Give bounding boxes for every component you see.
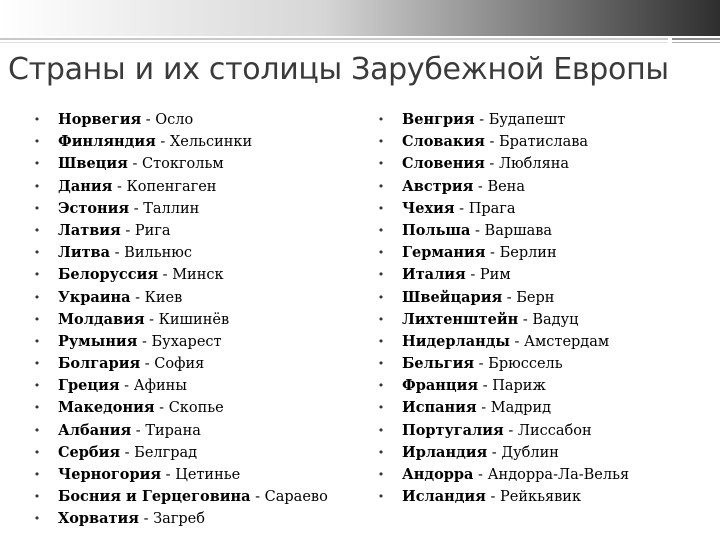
separator: - [110, 245, 125, 262]
bullet-icon: • [377, 113, 385, 126]
capital-name: Скопье [168, 400, 224, 417]
capital-name: Брюссель [488, 356, 563, 373]
list-item [376, 220, 706, 242]
country-name: Нидерланды [402, 332, 510, 350]
list-item [32, 464, 362, 486]
list-item [32, 375, 362, 397]
header-rule-accent [672, 38, 720, 40]
capital-name: Бухарест [151, 333, 222, 350]
separator: - [474, 112, 489, 128]
bullet-icon: • [377, 312, 385, 326]
country-name: Эстония [58, 199, 130, 217]
bullet-icon: • [33, 357, 41, 371]
country-name: Андорра [402, 466, 474, 483]
bullet-icon: • [377, 201, 385, 215]
capital-name: Мадрид [490, 400, 552, 417]
separator: - [502, 289, 517, 306]
list-item [32, 397, 362, 419]
country-name: Венгрия [402, 111, 475, 128]
header-rule [0, 38, 668, 40]
list-item [32, 264, 362, 286]
country-name: Испания [402, 399, 477, 417]
country-name: Исландия [402, 488, 486, 506]
separator: - [129, 200, 144, 217]
separator: - [140, 356, 155, 373]
separator: - [473, 178, 488, 195]
capital-name: Варшава [484, 222, 553, 239]
country-name: Германия [402, 244, 486, 262]
separator: - [474, 356, 489, 373]
country-name: Бельгия [402, 355, 475, 373]
separator: - [137, 333, 152, 350]
bullet-icon: • [377, 445, 385, 459]
bullet-icon: • [33, 401, 41, 415]
separator: - [138, 511, 154, 528]
list-item [32, 176, 362, 198]
country-name: Белоруссия [58, 266, 159, 284]
list-item [376, 109, 706, 131]
bullet-icon: • [377, 334, 385, 348]
separator: - [454, 200, 469, 217]
list-item [32, 353, 362, 375]
separator: - [476, 400, 491, 417]
capital-name: Рейкьявик [500, 489, 582, 506]
list-item [32, 109, 362, 131]
bullet-icon: • [33, 179, 41, 193]
bullet-icon: • [33, 290, 41, 304]
capital-name: София [154, 356, 205, 373]
country-name: Италия [402, 266, 466, 284]
country-name: Хорватия [58, 510, 139, 528]
separator: - [503, 422, 518, 439]
separator: - [144, 311, 159, 328]
country-name: Сербия [58, 443, 121, 461]
list-item [376, 153, 706, 175]
list-item [32, 486, 362, 508]
bullet-icon: • [377, 290, 385, 304]
bullet-icon: • [33, 135, 41, 149]
capital-name: Тирана [145, 422, 201, 439]
bullet-icon: • [377, 423, 385, 437]
capital-name: Хельсинки [169, 134, 253, 151]
list-item [376, 264, 706, 286]
capital-name: Амстердам [524, 333, 610, 350]
country-name: Босния и Герцеговина [58, 488, 251, 506]
capital-name: Будапешт [488, 112, 566, 128]
capital-name: Загреб [153, 511, 205, 528]
bullet-icon: • [33, 113, 41, 126]
list-item [376, 464, 706, 486]
list-item [376, 242, 706, 264]
list-item [376, 131, 706, 153]
separator: - [484, 134, 499, 151]
header-rule-thin-accent [672, 42, 720, 43]
bullet-icon: • [377, 157, 385, 171]
list-item [32, 331, 362, 353]
country-name: Латвия [58, 221, 121, 239]
list-item [32, 131, 362, 153]
country-name: Португалия [402, 421, 504, 439]
country-name: Украина [58, 288, 131, 306]
list-item [376, 353, 706, 375]
bullet-icon: • [33, 334, 41, 348]
bullet-icon: • [377, 223, 385, 237]
bullet-icon: • [33, 312, 41, 326]
list-item [32, 242, 362, 264]
separator: - [470, 222, 485, 239]
list-item [376, 176, 706, 198]
capital-name: Любляна [498, 156, 570, 173]
separator: - [119, 378, 134, 395]
list-item [32, 220, 362, 242]
capital-name: Берн [516, 289, 555, 306]
list-item [376, 442, 706, 464]
capital-name: Белград [134, 444, 198, 461]
separator: - [250, 489, 265, 506]
separator: - [154, 400, 169, 417]
bullet-icon: • [377, 468, 385, 481]
list-item [376, 375, 706, 397]
capital-name: Рим [479, 267, 511, 284]
separator: - [478, 378, 493, 395]
separator: - [127, 156, 142, 173]
bullet-icon: • [33, 157, 41, 171]
bullet-icon: • [33, 423, 41, 437]
country-name: Албания [58, 421, 132, 439]
separator: - [509, 333, 525, 350]
capital-name: Вильнюс [124, 245, 193, 262]
capital-name: Прага [468, 200, 516, 217]
header-rule-thin [0, 42, 668, 43]
country-name: Македония [58, 399, 155, 417]
separator: - [465, 267, 480, 284]
bullet-icon: • [33, 379, 41, 393]
capital-name: Афины [133, 378, 187, 395]
capital-name: Андорра-Ла-Велья [487, 467, 630, 483]
list-item [32, 309, 362, 331]
bullet-icon: • [33, 246, 41, 260]
country-name: Ирландия [402, 443, 488, 461]
separator: - [518, 311, 533, 328]
capital-name: Цетинье [175, 467, 241, 483]
list-item [376, 309, 706, 331]
separator: - [484, 156, 499, 173]
country-name: Лихтенштейн [402, 310, 519, 328]
list-item [32, 287, 362, 309]
list-item [32, 420, 362, 442]
separator: - [158, 267, 173, 284]
country-name: Швеция [58, 155, 128, 173]
bullet-icon: • [377, 268, 385, 282]
capital-name: Копенгаген [126, 178, 217, 195]
country-name: Австрия [402, 177, 474, 195]
separator: - [141, 112, 156, 128]
separator: - [130, 289, 145, 306]
list-item [376, 486, 706, 508]
bullet-icon: • [33, 468, 41, 481]
list-item [32, 198, 362, 220]
separator: - [120, 222, 135, 239]
country-name: Словения [402, 155, 485, 173]
list-item [32, 508, 362, 530]
list-item [376, 287, 706, 309]
country-name: Франция [402, 377, 479, 395]
country-name: Греция [58, 377, 120, 395]
country-name: Норвегия [58, 111, 142, 128]
bullet-icon: • [377, 246, 385, 260]
separator: - [120, 444, 135, 461]
separator: - [131, 422, 146, 439]
bullet-icon: • [33, 490, 41, 504]
country-name: Литва [58, 244, 111, 262]
country-name: Финляндия [58, 133, 156, 151]
capital-name: Париж [492, 378, 546, 395]
separator: - [473, 467, 488, 483]
separator: - [112, 178, 127, 195]
bullet-icon: • [33, 268, 41, 282]
capital-name: Вадуц [532, 311, 579, 328]
country-name: Польша [402, 221, 471, 239]
capital-name: Вена [487, 178, 525, 195]
capital-name: Минск [172, 267, 224, 284]
left-country-list [32, 109, 362, 531]
bullet-icon: • [377, 135, 385, 149]
capital-name: Сараево [264, 489, 328, 506]
list-item [376, 397, 706, 419]
list-item [32, 153, 362, 175]
bullet-icon: • [33, 201, 41, 215]
country-name: Швейцария [402, 288, 503, 306]
bullet-icon: • [377, 401, 385, 415]
capital-name: Рига [134, 222, 171, 239]
country-name: Болгария [58, 355, 141, 373]
capital-name: Киев [144, 289, 183, 306]
capital-name: Стокгольм [142, 156, 224, 173]
list-item [376, 420, 706, 442]
slide-title: Страны и их столицы Зарубежной Европы [8, 52, 669, 87]
capital-name: Лиссабон [517, 422, 592, 439]
capital-name: Осло [155, 112, 194, 128]
bullet-icon: • [377, 379, 385, 393]
bullet-icon: • [377, 357, 385, 371]
separator: - [155, 134, 170, 151]
separator: - [487, 444, 502, 461]
country-name: Дания [58, 177, 113, 195]
capital-name: Кишинёв [158, 311, 230, 328]
separator: - [161, 467, 176, 483]
list-item [376, 331, 706, 353]
capital-name: Берлин [499, 245, 557, 262]
bullet-icon: • [33, 512, 41, 526]
separator: - [485, 245, 500, 262]
list-item [376, 198, 706, 220]
bullet-icon: • [377, 490, 385, 504]
capital-name: Дублин [501, 444, 559, 461]
capital-name: Братислава [498, 134, 589, 151]
country-name: Чехия [402, 199, 455, 217]
separator: - [485, 489, 501, 506]
country-name: Молдавия [58, 310, 145, 328]
bullet-icon: • [377, 179, 385, 193]
right-country-list [376, 109, 706, 508]
header-gradient-band [0, 0, 720, 36]
bullet-icon: • [33, 445, 41, 459]
country-name: Словакия [402, 133, 485, 151]
country-name: Черногория [58, 466, 162, 483]
country-name: Румыния [58, 332, 138, 350]
bullet-icon: • [33, 223, 41, 237]
capital-name: Таллин [143, 200, 200, 217]
list-item [32, 442, 362, 464]
